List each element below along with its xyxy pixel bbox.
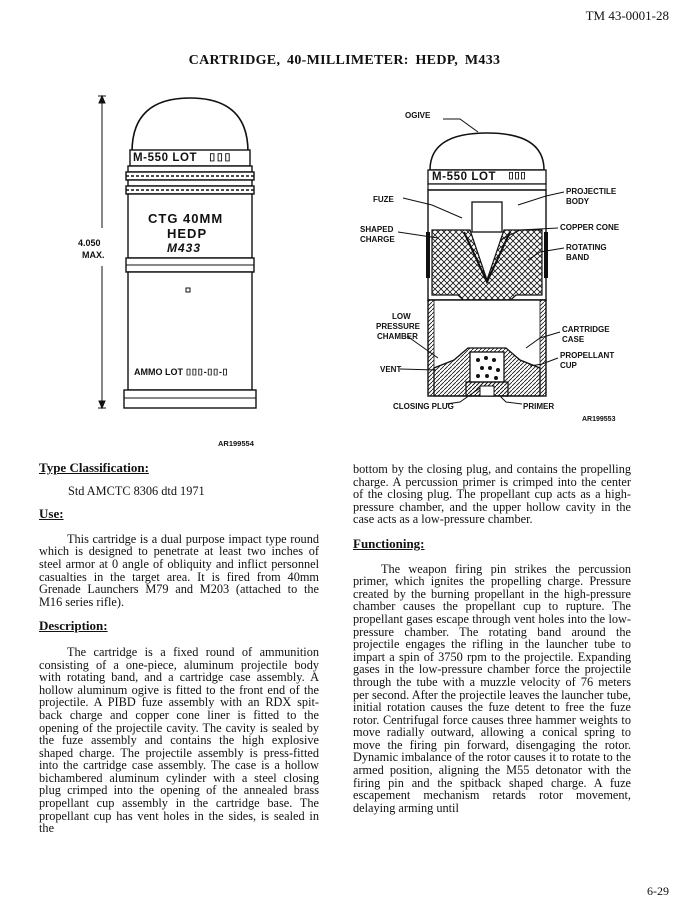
document-number: TM 43-0001-28 (585, 8, 669, 23)
use-heading: Use: (39, 506, 64, 522)
body-marking-line1: CTG 40MM (148, 211, 224, 226)
functioning-paragraph: The weapon firing pin strikes the percussion primer, which ignites the propelling charge. Pressure created by the burning propellant in the high-pressure chamber causes the propellant cup to rupture. The propellant gases escape through vent holes into the low-pressure chamber. The rotating band around the projectile engages the rifling in the launcher tube to impart a spin of 3750 rpm to the projectile. Expanding gases in the low-pressure chamber force the projectile through the tube with a muzzle velocity of 76 meters per second. After the projectile leaves the launcher tube, initial rotation causes the fuze detent to free the fuze rotor. Centrifugal force causes three hammer weights to move radially outward, allowing a conical spring to move the firing pin forward, disengaging the rotor. Dynamic imbalance of the rotor causes it to rotate to the armed position, aligning the M55 detonator with the firing pin and the spitback shaped charge. A fuze escapement mechanism retards rotor movement, delaying arming until (353, 561, 631, 815)
ogive-band-marking: M-550 LOT (133, 152, 198, 164)
label-rotating-band-1: ROTATING (566, 243, 607, 252)
label-primer: PRIMER (523, 402, 555, 411)
label-cartridge-case-2: CASE (562, 335, 585, 344)
right-column (353, 463, 631, 814)
body-marking-line2: HEDP (167, 226, 208, 241)
case-base (124, 390, 256, 408)
figure-id-left: AR199554 (218, 439, 254, 448)
label-projectile-body-2: BODY (566, 197, 590, 206)
page-number: 6-29 (647, 884, 669, 898)
label-propellant-cup-2: CUP (560, 361, 577, 370)
type-classification-text: Std AMCTC 8306 dtd 1971 (68, 483, 205, 498)
rotating-band (126, 166, 254, 194)
label-low-pressure-2: PRESSURE (376, 322, 421, 331)
label-low-pressure-3: CHAMBER (377, 332, 418, 341)
ogive-shape (132, 98, 248, 152)
left-column (39, 462, 319, 835)
label-closing-plug: CLOSING PLUG (393, 402, 454, 411)
functioning-heading: Functioning: (353, 535, 425, 551)
band-lot-marks-cutaway: ⌷⌷⌷ (508, 171, 526, 182)
description-heading: Description: (39, 618, 108, 634)
label-vent: VENT (380, 365, 402, 374)
label-rotating-band-2: BAND (566, 253, 590, 262)
lot-box-marks: ⌷⌷⌷ (209, 152, 232, 164)
label-shaped-charge-2: CHARGE (360, 235, 395, 244)
base-lot-marks: ⌷⌷⌷-⌷⌷-⌷ (186, 367, 229, 377)
label-low-pressure-1: LOW (392, 312, 411, 321)
label-shaped-charge-1: SHAPED (360, 225, 394, 234)
dimension-unit: MAX. (82, 250, 105, 260)
label-cartridge-case-1: CARTRIDGE (562, 325, 610, 334)
use-paragraph: This cartridge is a dual purpose impact type round which is designed to penetrate at least two inches of steel armor at 0 angle of obliquity and inflict personnel casualties in the target area. It is fired from 40mm Grenade Launchers M79 and M203 (attached to the M16 series rifle). (39, 531, 319, 609)
label-fuze: FUZE (373, 195, 394, 204)
body-marking-line3: M433 (167, 241, 202, 255)
band-marking-cutaway: M-550 LOT (432, 171, 497, 183)
type-classification-heading: Type Classification: (39, 460, 149, 475)
label-projectile-body-1: PROJECTILE (566, 187, 617, 196)
base-marking: AMMO LOT (134, 367, 183, 377)
figure-id-right: AR199553 (582, 416, 616, 423)
label-propellant-cup-1: PROPELLANT (560, 351, 615, 360)
dimension-value: 4.050 (78, 238, 101, 248)
page-title: CARTRIDGE, 40-MILLIMETER: HEDP, M433 (188, 53, 501, 68)
description-continued: bottom by the closing plug, and contains the propelling charge. A percussion primer is crimped into the center of the closing plug. The propellant cup acts as a high-pressure chamber, and the upper hollow cavity in the case acts as a low-pressure chamber. (353, 462, 631, 527)
description-paragraph: The cartridge is a fixed round of ammunition consisting of a one-piece, aluminum projectile body with rotating band, and a cartridge case assembly. A hollow aluminum ogive is fitted to the front end of the projectile. A PIBD fuze assembly with an RDX spit-back charge and copper cone liner is fitted to the opening of the projectile cavity. The cavity is sealed by the fuze assembly and contains the high explosive shaped charge. The projectile assembly is press-fitted into the cartridge case assembly. The case is a hollow bichambered aluminum cylinder with a steel closing plug crimped into the opening of the annealed brass propellant cup assembly in the cartridge base. The propellant cup has vent holes in the sides, is sealed in the (39, 644, 319, 836)
label-ogive: OGIVE (405, 111, 431, 120)
label-copper-cone: COPPER CONE (560, 223, 620, 232)
